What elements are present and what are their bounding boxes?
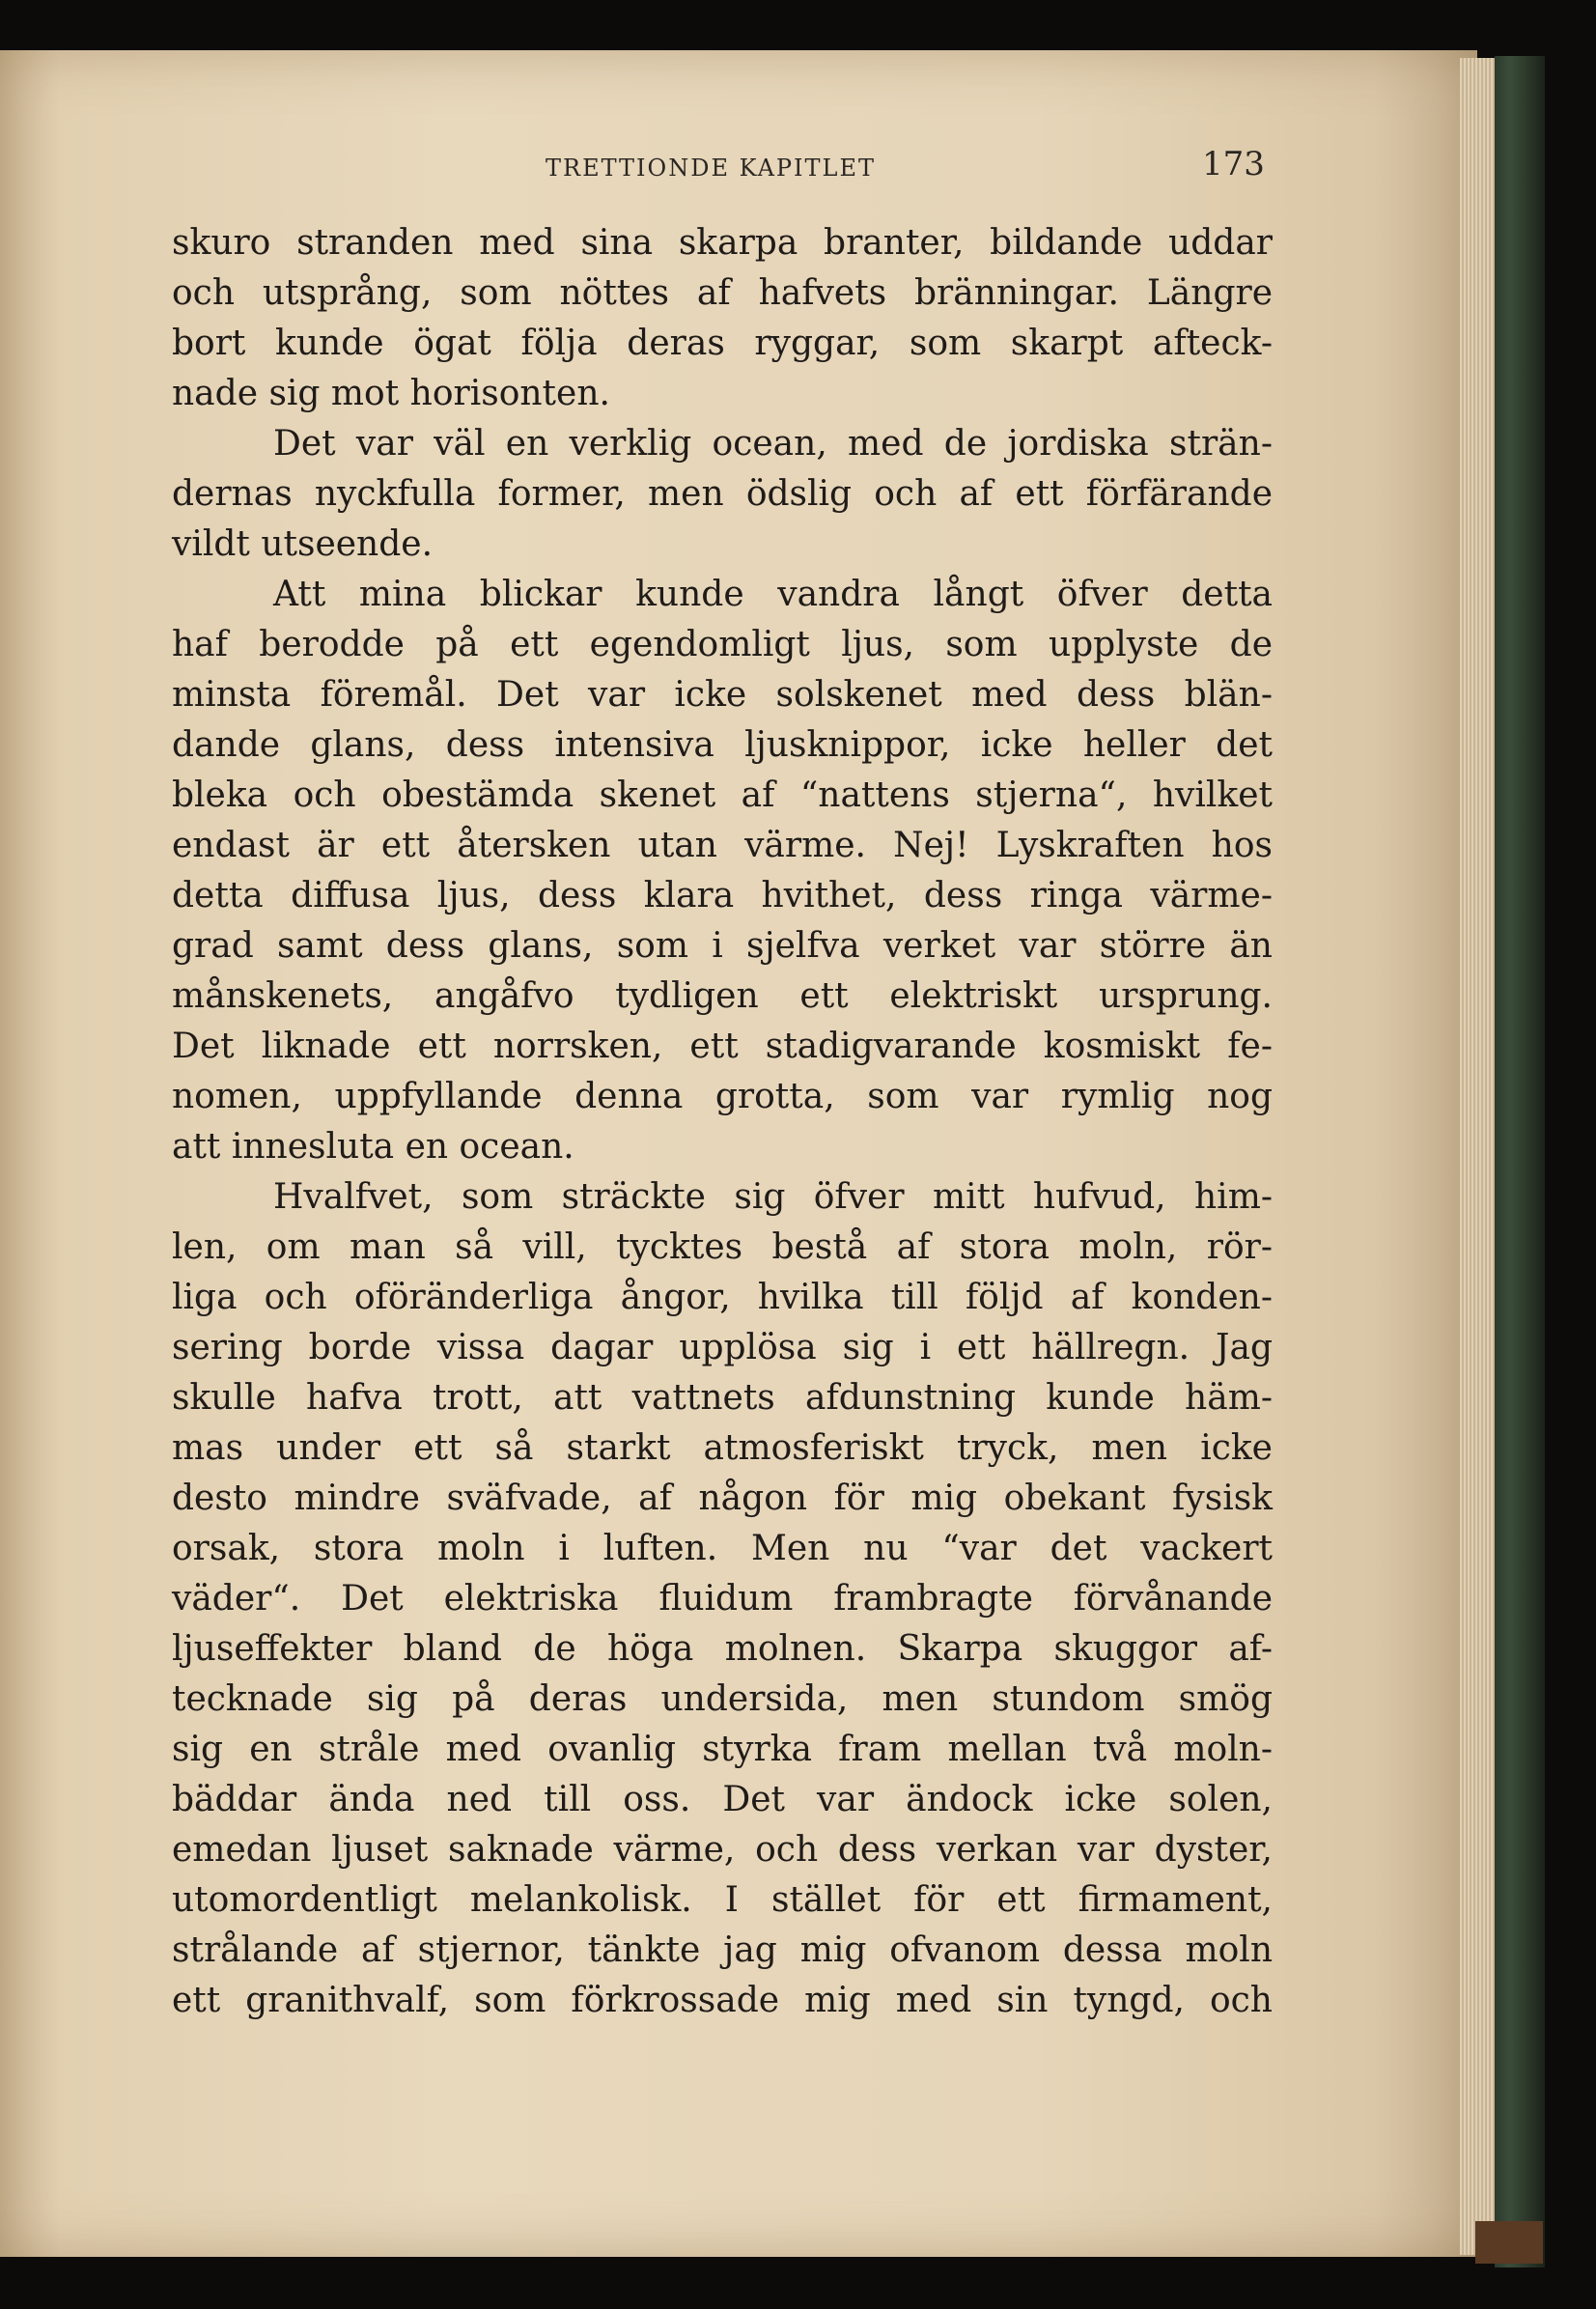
text-line: liga och oföränderliga ångor, hvilka till följd af konden-	[172, 1278, 1273, 1317]
page-edges	[1460, 58, 1498, 2255]
text-line: len, om man så vill, tycktes bestå af stora moln, rör-	[172, 1227, 1273, 1267]
text-line: utomordentligt melankolisk. I stället för ett firmament,	[172, 1880, 1273, 1920]
page-number: 173	[1202, 145, 1265, 183]
text-line: strålande af stjernor, tänkte jag mig ofvanom dessa moln	[172, 1930, 1273, 1970]
text-line: ljuseffekter bland de höga molnen. Skarpa skuggor af-	[172, 1629, 1273, 1669]
text-line: ett granithvalf, som förkrossade mig med sin tyngd, och	[172, 1981, 1273, 2020]
text-line: Det var väl en verklig ocean, med de jordiska strän-	[273, 424, 1273, 464]
text-line: väder“. Det elektriska fluidum frambragte förvånande	[172, 1579, 1273, 1619]
text-line: månskenets, angåfvo tydligen ett elektriskt ursprung.	[172, 976, 1273, 1016]
text-line: skuro stranden med sina skarpa branter, bildande uddar	[172, 223, 1273, 263]
text-line: orsak, stora moln i luften. Men nu “var det vackert	[172, 1529, 1273, 1568]
running-head: TRETTIONDE KAPITLET	[546, 155, 876, 182]
text-line: Det liknade ett norrsken, ett stadigvarande kosmiskt fe-	[172, 1027, 1273, 1066]
text-line: bort kunde ögat följa deras ryggar, som skarpt afteck-	[172, 324, 1273, 363]
text-line: Att mina blickar kunde vandra långt öfver detta	[273, 575, 1273, 614]
text-line: sig en stråle med ovanlig styrka fram mellan två moln-	[172, 1730, 1273, 1769]
text-line: sering borde vissa dagar upplösa sig i ett hällregn. Jag	[172, 1328, 1273, 1367]
text-line: att innesluta en ocean.	[172, 1127, 574, 1167]
text-line: och utsprång, som nöttes af hafvets bränningar. Längre	[172, 273, 1273, 313]
book-cover-corner	[1475, 2221, 1543, 2264]
text-line: nade sig mot horisonten.	[172, 374, 610, 413]
text-line: vildt utseende.	[172, 524, 434, 564]
text-line: skulle hafva trott, att vattnets afdunstning kunde häm-	[172, 1378, 1273, 1418]
text-line: mas under ett så starkt atmosferiskt tryck, men icke	[172, 1428, 1273, 1468]
text-line: minsta föremål. Det var icke solskenet med dess blän-	[172, 675, 1273, 715]
page-header	[0, 145, 1596, 183]
text-line: detta diffusa ljus, dess klara hvithet, dess ringa värme-	[172, 876, 1273, 915]
book-cover-edge	[1495, 56, 1545, 2267]
text-line: nomen, uppfyllande denna grotta, som var rymlig nog	[172, 1077, 1273, 1116]
text-line: tecknade sig på deras undersida, men stundom smög	[172, 1679, 1273, 1719]
text-line: dande glans, dess intensiva ljusknippor, icke heller det	[172, 725, 1273, 765]
body-text	[172, 218, 1273, 2026]
text-line: Hvalfvet, som sträckte sig öfver mitt hufvud, him-	[273, 1177, 1273, 1217]
text-line: bäddar ända ned till oss. Det var ändock icke solen,	[172, 1780, 1273, 1819]
text-line: endast är ett återsken utan värme. Nej! Lyskraften hos	[172, 826, 1273, 865]
text-line: emedan ljuset saknade värme, och dess verkan var dyster,	[172, 1830, 1273, 1870]
text-line: grad samt dess glans, som i sjelfva verket var större än	[172, 926, 1273, 966]
text-line: desto mindre sväfvade, af någon för mig obekant fysisk	[172, 1478, 1273, 1518]
text-line: haf berodde på ett egendomligt ljus, som upplyste de	[172, 625, 1273, 664]
text-line: bleka och obestämda skenet af “nattens stjerna“, hvilket	[172, 775, 1273, 815]
text-line: dernas nyckfulla former, men ödslig och af ett förfärande	[172, 474, 1273, 514]
